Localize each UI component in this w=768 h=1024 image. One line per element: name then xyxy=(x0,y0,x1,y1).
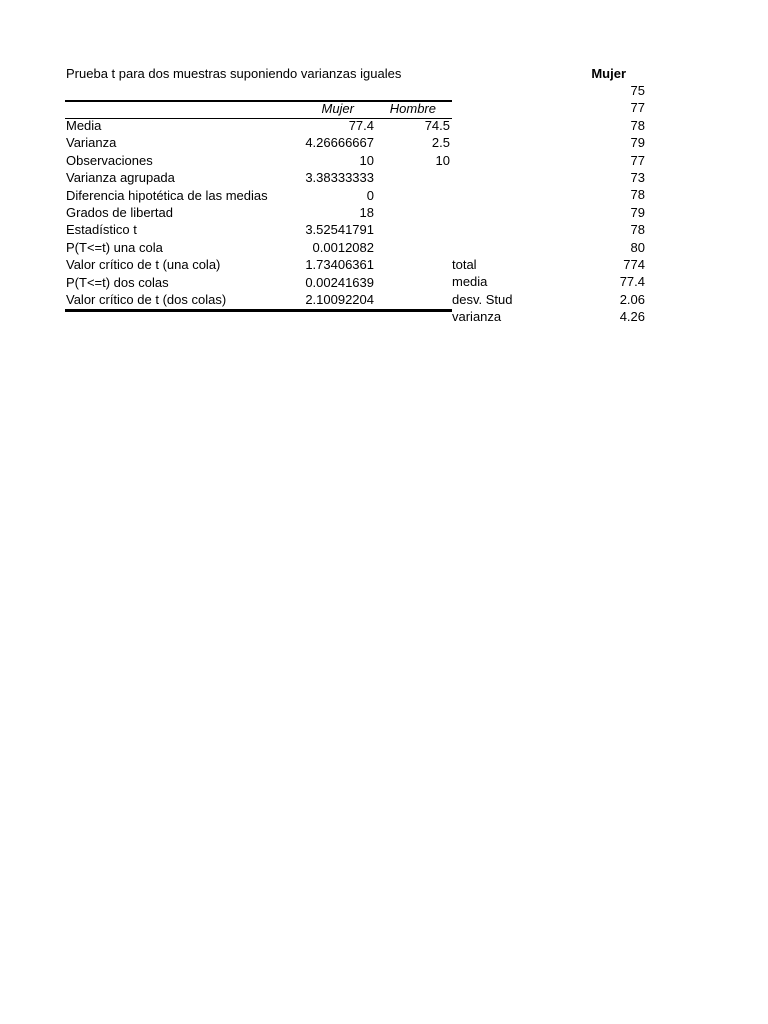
table-row-label: Estadístico t xyxy=(66,222,137,237)
table-cell-mujer: 3.38333333 xyxy=(305,170,374,185)
column-header-hombre: Hombre xyxy=(389,101,436,116)
table-row-label: P(T<=t) dos colas xyxy=(66,275,169,290)
table-row-label: Valor crítico de t (una cola) xyxy=(66,257,221,272)
table-cell-mujer: 0.0012082 xyxy=(312,240,374,255)
side-value-cell: 78 xyxy=(630,118,645,133)
side-column-header: Mujer xyxy=(591,66,626,81)
table-row-label: Diferencia hipotética de las medias xyxy=(66,188,268,203)
table-cell-mujer: 2.10092204 xyxy=(305,292,374,307)
side-value-cell: 75 xyxy=(630,83,645,98)
table-cell-mujer: 3.52541791 xyxy=(305,222,374,237)
summary-label: media xyxy=(452,274,488,289)
summary-label: total xyxy=(452,257,477,272)
summary-value: 2.06 xyxy=(619,292,645,307)
table-cell-mujer: 4.26666667 xyxy=(305,135,374,150)
table-row-label: Valor crítico de t (dos colas) xyxy=(66,292,227,307)
table-cell-hombre: 10 xyxy=(435,153,450,168)
summary-label: desv. Stud xyxy=(452,292,513,307)
table-row-label: Varianza xyxy=(66,135,117,150)
table-cell-mujer: 18 xyxy=(359,205,374,220)
table-cell-mujer: 10 xyxy=(359,153,374,168)
table-cell-mujer: 77.4 xyxy=(348,118,374,133)
table-cell-mujer: 0 xyxy=(366,188,374,203)
table-cell-hombre: 74.5 xyxy=(424,118,450,133)
page-title: Prueba t para dos muestras suponiendo varianzas iguales xyxy=(66,66,402,81)
table-cell-mujer: 1.73406361 xyxy=(305,257,374,272)
table-row-label: P(T<=t) una cola xyxy=(66,240,163,255)
side-value-cell: 79 xyxy=(630,205,645,220)
summary-value: 774 xyxy=(623,257,645,272)
column-header-mujer: Mujer xyxy=(321,101,354,116)
summary-value: 77.4 xyxy=(619,274,645,289)
table-row-label: Observaciones xyxy=(66,153,153,168)
side-value-cell: 77 xyxy=(630,100,645,115)
side-value-cell: 79 xyxy=(630,135,645,150)
side-value-cell: 78 xyxy=(630,187,645,202)
table-cell-mujer: 0.00241639 xyxy=(305,275,374,290)
table-row-label: Media xyxy=(66,118,102,133)
side-value-cell: 77 xyxy=(630,153,645,168)
table-row-label: Grados de libertad xyxy=(66,205,173,220)
table-bottom-border xyxy=(65,309,452,312)
table-cell-hombre: 2.5 xyxy=(431,135,450,150)
summary-label: varianza xyxy=(452,309,502,324)
side-value-cell: 78 xyxy=(630,222,645,237)
table-row-label: Varianza agrupada xyxy=(66,170,175,185)
summary-value: 4.26 xyxy=(619,309,645,324)
side-value-cell: 73 xyxy=(630,170,645,185)
side-value-cell: 80 xyxy=(630,240,645,255)
